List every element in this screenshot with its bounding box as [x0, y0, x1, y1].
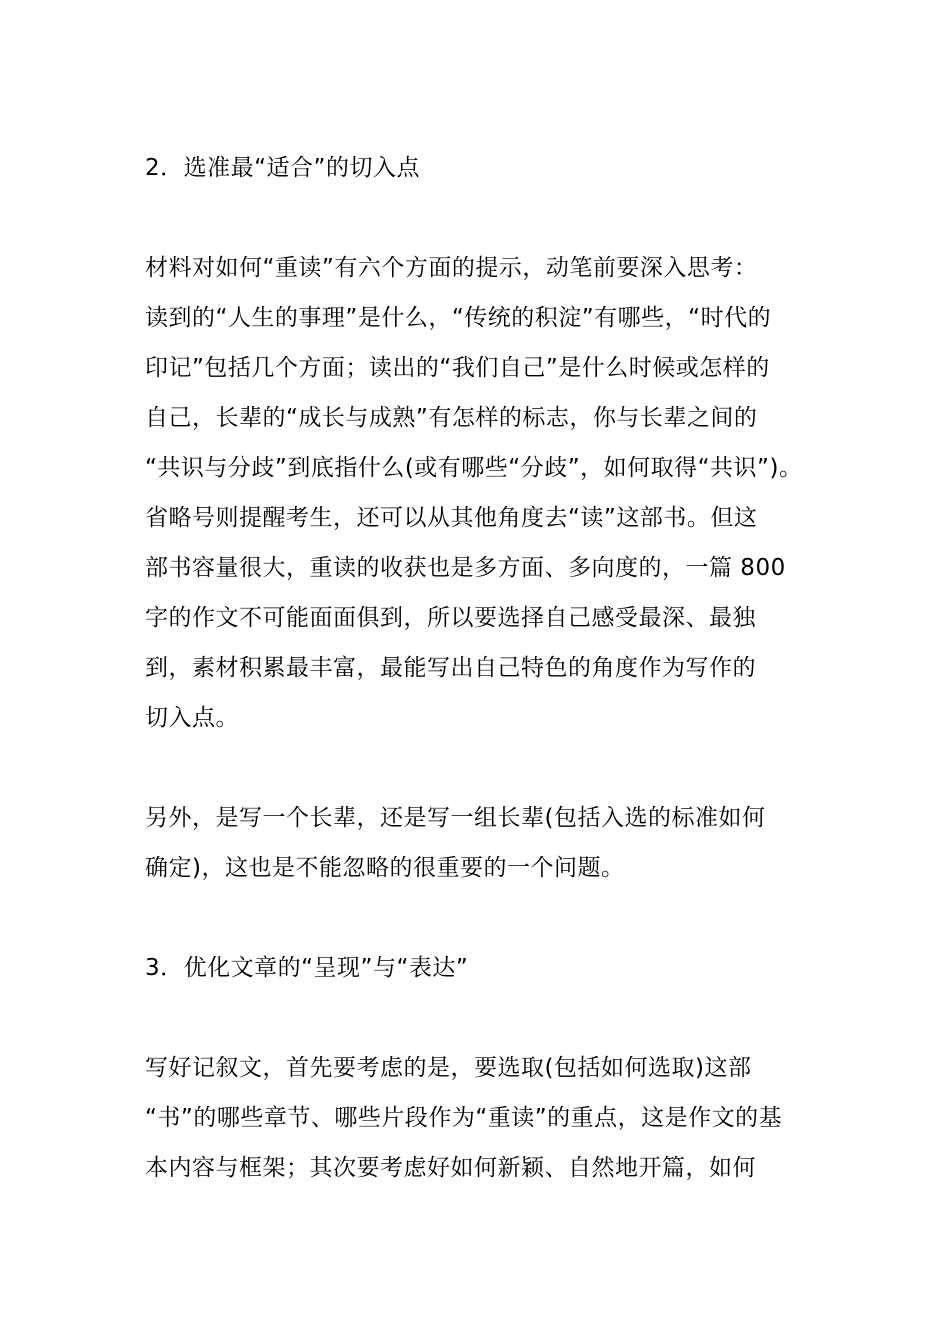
paragraph-line: 读到的“人生的事理”是什么，“传统的积淀”有哪些，“时代的	[145, 305, 772, 331]
paragraph-line: 自己，长辈的“成长与成熟”有怎样的标志，你与长辈之间的	[145, 405, 758, 431]
section-heading-2: 2．选准最“适合”的切入点	[145, 155, 420, 181]
paragraph-line: 部书容量很大，重读的收获也是多方面、多向度的，一篇 800	[145, 555, 786, 581]
paragraph-line: 写好记叙文，首先要考虑的是，要选取(包括如何选取)这部	[145, 1055, 752, 1081]
paragraph-line: 切入点。	[145, 705, 239, 731]
paragraph-line: “书”的哪些章节、哪些片段作为“重读”的重点，这是作文的基	[145, 1105, 783, 1131]
paragraph-line: 确定)，这也是不能忽略的很重要的一个问题。	[145, 855, 625, 881]
paragraph-line: 材料对如何“重读”有六个方面的提示，动笔前要深入思考：	[145, 255, 758, 281]
paragraph-line: 省略号则提醒考生，还可以从其他角度去“读”这部书。但这	[145, 505, 758, 531]
paragraph-line: 到，素材积累最丰富，最能写出自己特色的角度作为写作的	[145, 655, 756, 681]
paragraph-line: 另外，是写一个长辈，还是写一组长辈(包括入选的标准如何	[145, 805, 766, 831]
section-heading-3: 3．优化文章的“呈现”与“表达”	[145, 955, 469, 981]
paragraph-line: 本内容与框架；其次要考虑好如何新颖、自然地开篇，如何	[145, 1155, 756, 1181]
paragraph-line: 印记”包括几个方面；读出的“我们自己”是什么时候或怎样的	[145, 355, 770, 381]
paragraph-line: “共识与分歧”到底指什么(或有哪些“分歧”，如何取得“共识”)。	[145, 455, 803, 481]
paragraph-line: 字的作文不可能面面俱到，所以要选择自己感受最深、最独	[145, 605, 756, 631]
